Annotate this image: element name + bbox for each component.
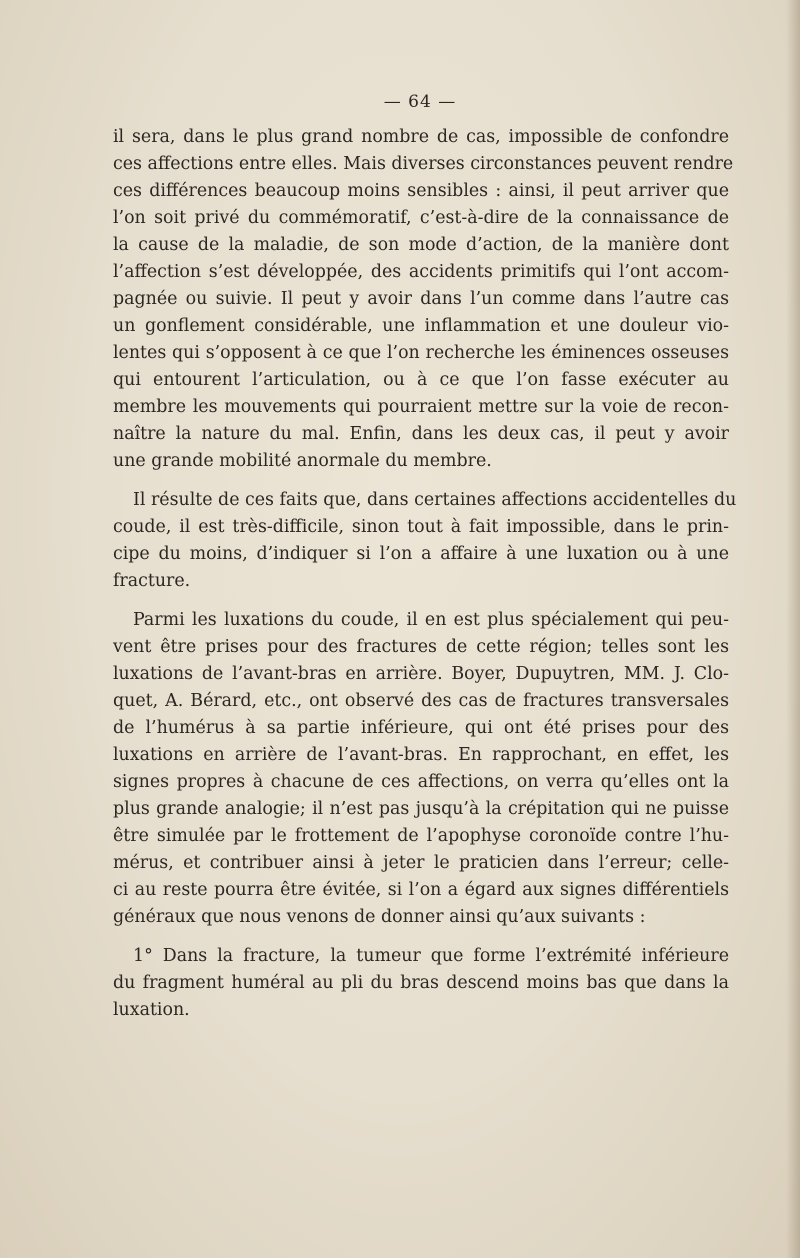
text-line: ces différences beaucoup moins sensibles : ainsi, il peut arriver que xyxy=(113,181,729,201)
text-line: lentes qui s’opposent à ce que l’on recherche les éminences osseuses xyxy=(113,343,729,363)
page-number: — 64 — xyxy=(383,92,457,112)
text-line: de l’humérus à sa partie inférieure, qui ont été prises pour des xyxy=(113,718,729,738)
text-line: la cause de la maladie, de son mode d’action, de la manière dont xyxy=(113,235,729,255)
text-line: naître la nature du mal. Enfin, dans les deux cas, il peut y avoir xyxy=(113,424,729,444)
text-line: vent être prises pour des fractures de cette région; telles sont les xyxy=(113,637,729,657)
text-line: ci au reste pourra être évitée, si l’on a égard aux signes différentiels xyxy=(113,880,729,900)
text-line: une grande mobilité anormale du membre. xyxy=(113,451,492,471)
text-line: un gonflement considérable, une inflammation et une douleur vio- xyxy=(113,316,729,336)
paragraph xyxy=(113,943,729,1024)
text-line: mérus, et contribuer ainsi à jeter le praticien dans l’erreur; celle- xyxy=(113,853,729,873)
text-line: luxations de l’avant-bras en arrière. Boyer, Dupuytren, MM. J. Clo- xyxy=(113,664,729,684)
body-text xyxy=(113,124,737,1036)
text-line: du fragment huméral au pli du bras descend moins bas que dans la xyxy=(113,973,729,993)
text-line: luxations en arrière de l’avant-bras. En rapprochant, en effet, les xyxy=(113,745,729,765)
text-line: luxation. xyxy=(113,1000,190,1020)
text-line: Parmi les luxations du coude, il en est plus spécialement qui peu- xyxy=(133,610,729,630)
text-line: coude, il est très-difficile, sinon tout à fait impossible, dans le prin- xyxy=(113,517,729,537)
text-line: généraux que nous venons de donner ainsi qu’aux suivants : xyxy=(113,907,646,927)
paragraph xyxy=(113,124,734,475)
text-line: Il résulte de ces faits que, dans certaines affections accidentelles du xyxy=(133,490,737,510)
text-line: cipe du moins, d’indiquer si l’on a affaire à une luxation ou à une xyxy=(113,544,729,564)
text-line: fracture. xyxy=(113,571,191,591)
text-line: quet, A. Bérard, etc., ont observé des cas de fractures transversales xyxy=(113,691,729,711)
paragraph xyxy=(113,607,729,931)
text-line: signes propres à chacune de ces affections, on verra qu’elles ont la xyxy=(113,772,729,792)
paragraph xyxy=(113,487,737,595)
text-line: membre les mouvements qui pourraient mettre sur la voie de recon- xyxy=(113,397,729,417)
page-edge-shadow xyxy=(786,0,800,1258)
text-line: 1° Dans la fracture, la tumeur que forme l’extrémité inférieure xyxy=(133,946,729,966)
text-line: il sera, dans le plus grand nombre de cas, impossible de confondre xyxy=(113,127,729,147)
text-line: qui entourent l’articulation, ou à ce que l’on fasse exécuter au xyxy=(113,370,729,390)
text-line: être simulée par le frottement de l’apophyse coronoïde contre l’hu- xyxy=(113,826,729,846)
text-line: ces affections entre elles. Mais diverses circonstances peuvent rendre xyxy=(113,154,734,174)
text-line: l’on soit privé du commémoratif, c’est-à-dire de la connaissance de xyxy=(113,208,729,228)
text-line: pagnée ou suivie. Il peut y avoir dans l’un comme dans l’autre cas xyxy=(113,289,729,309)
text-line: plus grande analogie; il n’est pas jusqu’à la crépitation qui ne puisse xyxy=(113,799,729,819)
text-line: l’affection s’est développée, des accidents primitifs qui l’ont accom- xyxy=(113,262,729,282)
